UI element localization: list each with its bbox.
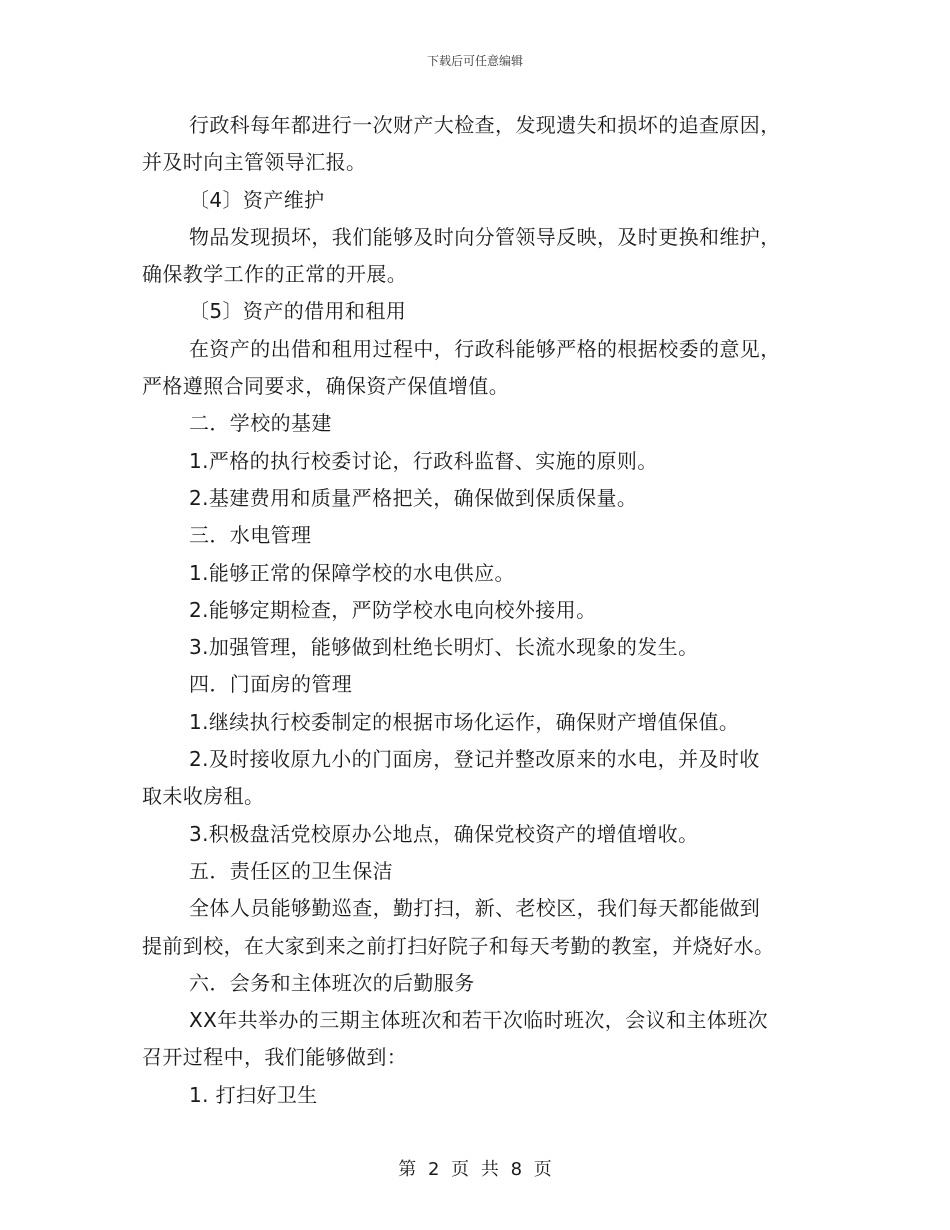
text-line: 严格遵照合同要求，确保资产保值增值。	[142, 374, 510, 399]
text-line: 确保教学工作的正常的开展。	[142, 262, 408, 287]
text-line: 1. 打扫好卫生	[189, 1082, 318, 1107]
document-body	[142, 107, 817, 1114]
text-line: 〔5〕资产的借用和租用	[189, 299, 407, 324]
page-footer: 第 2 页 共 8 页	[398, 1159, 552, 1180]
text-line: 六．会务和主体班次的后勤服务	[189, 970, 475, 995]
text-line: 3.积极盘活党校原办公地点，确保党校资产的增值增收。	[189, 821, 699, 846]
text-line: 2.能够定期检查，严防学校水电向校外接用。	[189, 597, 597, 622]
text-line: 1.继续执行校委制定的根据市场化运作，确保财产增值保值。	[189, 709, 740, 734]
text-line: 召开过程中，我们能够做到：	[142, 1045, 408, 1070]
text-line: 三．水电管理	[189, 523, 312, 548]
text-line: 〔4〕资产维护	[189, 187, 325, 212]
text-line: 2.基建费用和质量严格把关，确保做到保质保量。	[189, 485, 638, 510]
text-line: 并及时向主管领导汇报。	[142, 150, 367, 175]
text-line: 物品发现损坏，我们能够及时向分管领导反映，及时更换和维护，	[189, 224, 781, 249]
text-line: 全体人员能够勤巡查，勤打扫，新、老校区，我们每天都能做到	[189, 896, 761, 921]
text-line: 五．责任区的卫生保洁	[189, 858, 393, 883]
text-line: 1.严格的执行校委讨论，行政科监督、实施的原则。	[189, 448, 658, 473]
text-line: 取未收房租。	[142, 784, 265, 809]
text-line: 3.加强管理，能够做到杜绝长明灯、长流水现象的发生。	[189, 635, 699, 660]
text-line: 四．门面房的管理	[189, 672, 353, 697]
text-line: 行政科每年都进行一次财产大检查，发现遗失和损坏的追查原因，	[189, 113, 781, 137]
text-line: 1.能够正常的保障学校的水电供应。	[189, 560, 515, 585]
text-line: 在资产的出借和租用过程中，行政科能够严格的根据校委的意见，	[189, 336, 781, 361]
text-line: 提前到校，在大家到来之前打扫好院子和每天考勤的教室，并烧好水。	[142, 933, 775, 958]
page-header: 下载后可任意编辑	[426, 54, 523, 68]
text-line: XX年共举办的三期主体班次和若干次临时班次，会议和主体班次	[189, 1008, 769, 1033]
text-line: 二．学校的基建	[189, 411, 332, 436]
text-line: 2.及时接收原九小的门面房，登记并整改原来的水电，并及时收	[189, 747, 760, 772]
